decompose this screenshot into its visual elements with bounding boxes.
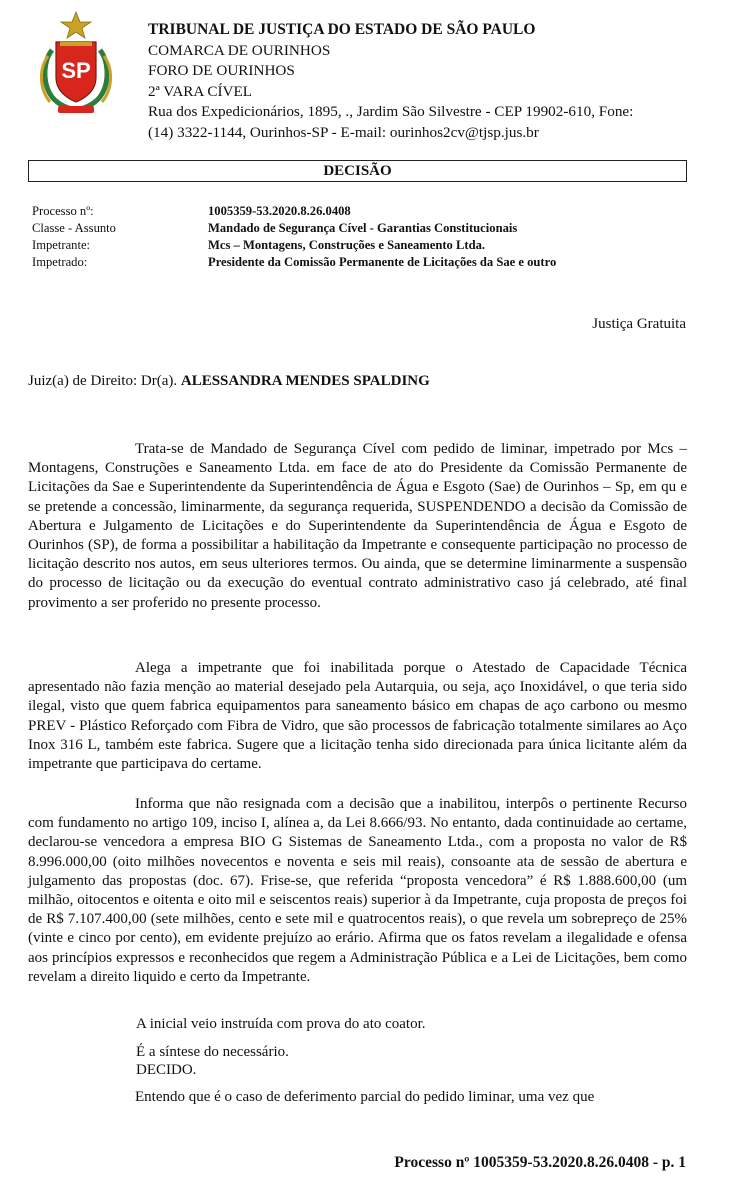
document-title: DECISÃO bbox=[28, 160, 687, 182]
page-footer: Processo nº 1005359-53.2020.8.26.0408 - p. 1 bbox=[394, 1154, 686, 1171]
address-line-2: (14) 3322-1144, Ourinhos-SP - E-mail: ourinhos2cv@tjsp.jus.br bbox=[148, 123, 539, 141]
paragraph-5: É a síntese do necessário. bbox=[136, 1044, 289, 1060]
foro: FORO DE OURINHOS bbox=[148, 62, 295, 80]
meta-label: Impetrante: bbox=[32, 238, 91, 252]
meta-row-processo bbox=[32, 203, 556, 220]
meta-value: Presidente da Comissão Permanente de Licitações da Sae e outro bbox=[208, 255, 557, 269]
letterhead bbox=[36, 10, 716, 145]
meta-value: Mcs – Montagens, Construções e Saneamento Ltda. bbox=[208, 238, 486, 252]
case-metadata bbox=[32, 203, 556, 271]
paragraph-6: DECIDO. bbox=[136, 1062, 197, 1078]
meta-label: Classe - Assunto bbox=[32, 221, 116, 235]
judge-line bbox=[28, 373, 430, 390]
meta-value: 1005359-53.2020.8.26.0408 bbox=[208, 204, 351, 218]
paragraph-2: Alega a impetrante que foi inabilitada porque o Atestado de Capacidade Técnica apresentado não fazia menção ao material desejado pela Autarquia, ou seja, aço Inoxidável, o que teria sido ilegal, visto que quem fabrica equipamentos para saneamento básico em chapas de aço carbono ou mesmo PREV - Plástico Reforçado com Fibra de Vidro, que são processos de fabricação totalmente similares ao Aço Inox 316 L, também este fabrica. Sugere que a licitação tenha sido direcionada para única licitante além da impetrante que participava do certame. bbox=[28, 660, 687, 773]
paragraph-7: Entendo que é o caso de deferimento parcial do pedido liminar, uma vez que bbox=[135, 1089, 595, 1105]
judge-prefix: Juiz(a) de Direito: Dr(a). bbox=[28, 373, 181, 389]
address-line-1: Rua dos Expedicionários, 1895, ., Jardim São Silvestre - CEP 19902-610, Fone: bbox=[148, 103, 634, 121]
paragraph-1: Trata-se de Mandado de Segurança Cível com pedido de liminar, impetrado por Mcs – Montagens, Construções e Saneamento Ltda. em face de ato do Presidente da Comissão Permanente de Licitações da Sae e Superintendente da Superintendência de Água e Esgoto (Sae) de Ourinhos – Sp, em qu e se pretende a concessão, liminarmente, da segurança requerida, SUSPENDENDO a decisão da Comissão de Abertura e Julgamento de Licitações e do Superintendente da Superintendência de Água e Esgoto de Ourinhos (SP), de forma a possibilitar a habilitação da Impetrante e consequente participação no processo de licitação descrito nos autos, em seus ulteriores termos. Ou ainda, que se determine liminarmente a suspensão do processo de licitação ou da execução do eventual contrato administrativo caso já celebrado, até final provimento a ser proferido no presente processo. bbox=[28, 441, 687, 611]
comarca: COMARCA DE OURINHOS bbox=[148, 41, 331, 59]
meta-row-classe bbox=[32, 220, 556, 237]
meta-row-impetrado bbox=[32, 254, 556, 271]
svg-text:SP: SP bbox=[61, 58, 91, 83]
sao-paulo-coat-of-arms-icon bbox=[36, 10, 116, 116]
meta-value: Mandado de Segurança Cível - Garantias Constitucionais bbox=[208, 221, 518, 235]
paragraph-3: Informa que não resignada com a decisão que a inabilitou, interpôs o pertinente Recurso com fundamento no artigo 109, inciso I, alínea a, da Lei 8.666/93. No entanto, dada continuidade ao certame, declarou-se vencedora a empresa BIO G Sistemas de Saneamento Ltda., com a proposta no valor de R$ 8.996.000,00 (oito milhões novecentos e noventa e seis mil reais), consoante ata de sessão de abertura e julgamento das propostas (doc. 67). Frise-se, que referida “proposta vencedora” é R$ 1.888.600,00 (um milhão, oitocentos e oitenta e oito mil e seiscentos reais) superior à da Impetrante, cuja proposta de preços foi de R$ 7.107.400,00 (sete milhões, cento e sete mil e quatrocentos reais), o que revela um sobrepreço de 25% (vinte e cinco por cento), em evidente prejuízo ao erário. Afirma que os fatos revelam a ilegalidade e ofensa aos princípios expressos e reconhecidos que regem a Administração Pública e a Lei de Licitações, bem como revelam a direito liquido e certo da Impetrante. bbox=[28, 796, 687, 985]
court-name: TRIBUNAL DE JUSTIÇA DO ESTADO DE SÃO PAULO bbox=[148, 21, 536, 38]
meta-label: Processo nº: bbox=[32, 204, 94, 218]
meta-label: Impetrado: bbox=[32, 255, 88, 269]
vara: 2ª VARA CÍVEL bbox=[148, 82, 253, 100]
paragraph-4: A inicial veio instruída com prova do ato coator. bbox=[136, 1016, 426, 1032]
justica-gratuita-note: Justiça Gratuita bbox=[592, 316, 686, 332]
judge-name: ALESSANDRA MENDES SPALDING bbox=[180, 373, 430, 389]
meta-row-impetrante bbox=[32, 237, 556, 254]
